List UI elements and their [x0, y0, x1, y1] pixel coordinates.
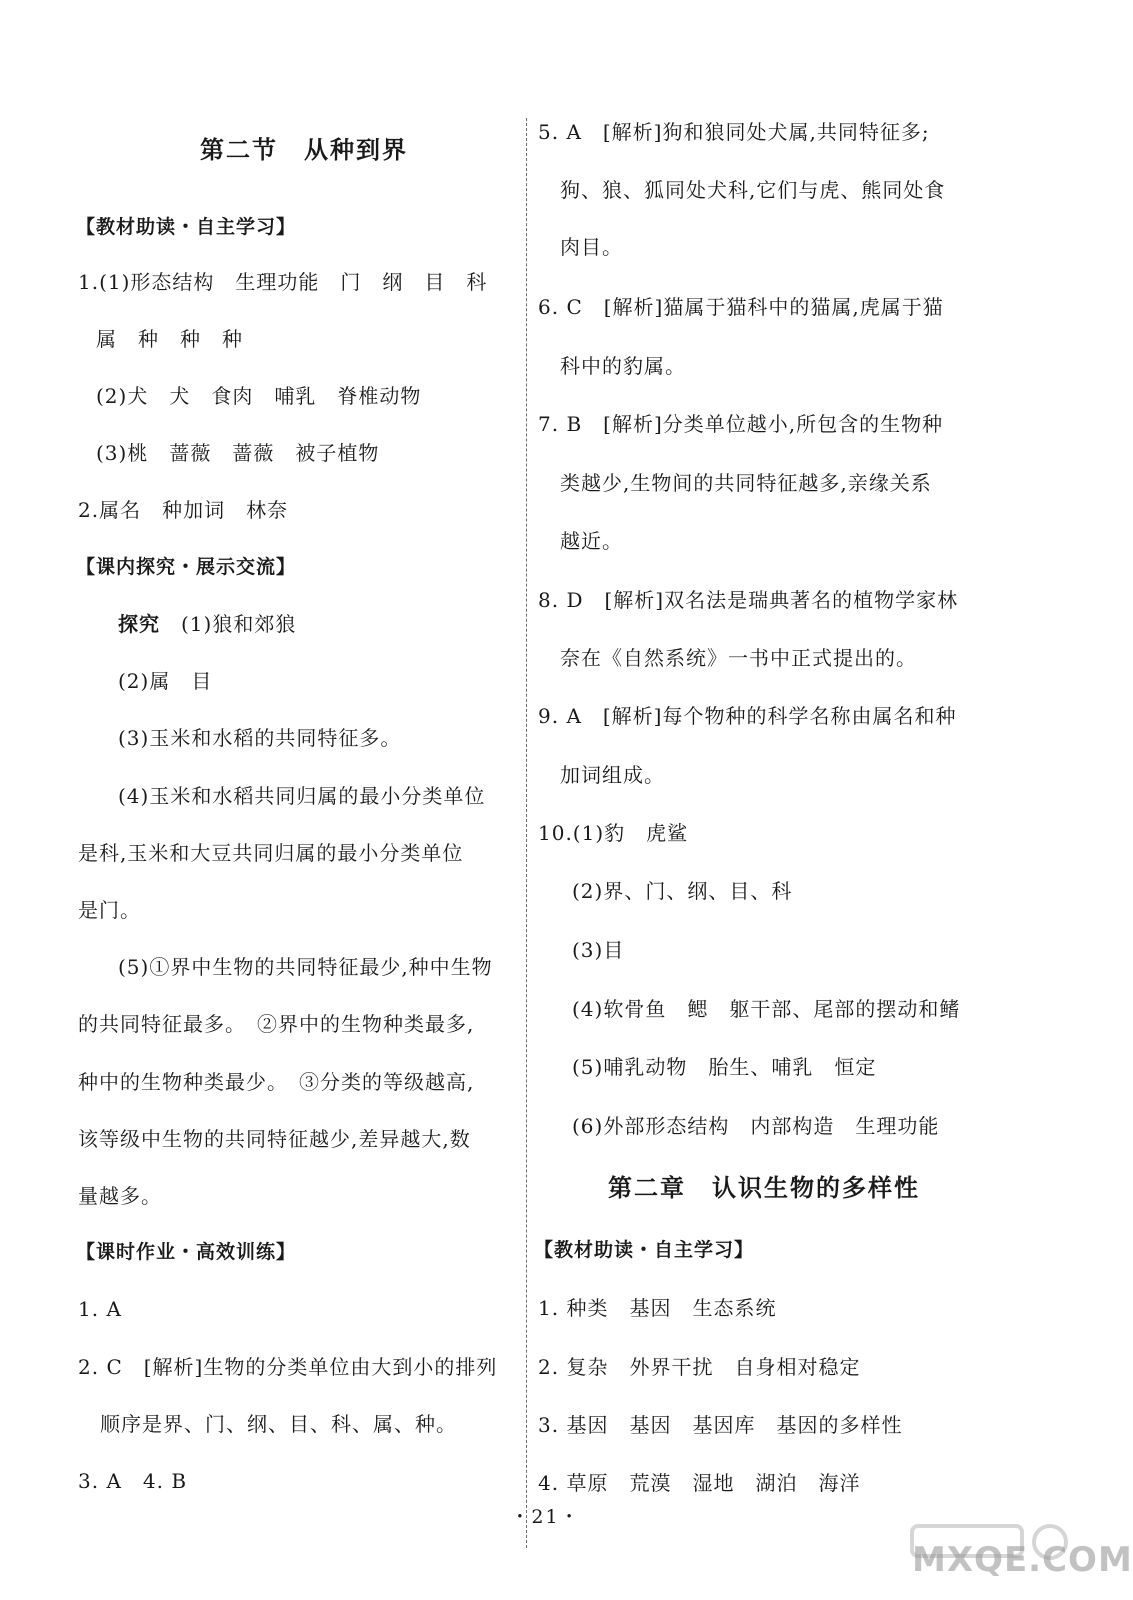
- answer-line: 7. B [解析]分类单位越小,所包含的生物种: [538, 412, 944, 436]
- answer-line: 类越少,生物间的共同特征越多,亲缘关系: [560, 471, 932, 495]
- explore-label: 探究: [118, 612, 160, 636]
- answer-line: 属 种 种 种: [96, 327, 243, 351]
- section-heading: 【教材助读・自主学习】: [534, 1239, 755, 1261]
- section-heading: 【课时作业・高效训练】: [76, 1241, 297, 1263]
- answer-line: (2)界、门、纲、目、科: [572, 879, 793, 903]
- answer-line: 1.(1)形态结构 生理功能 门 纲 目 科: [78, 270, 488, 294]
- answer-line: (2)属 目: [118, 669, 213, 693]
- answer-line: (4)软骨鱼 鳃 躯干部、尾部的摆动和鳍: [572, 997, 961, 1021]
- answer-line: 3. 基因 基因 基因库 基因的多样性: [538, 1413, 903, 1437]
- answer-line: 5. A [解析]狗和狼同处犬属,共同特征多;: [538, 120, 930, 144]
- answer-line: 9. A [解析]每个物种的科学名称由属名和种: [538, 704, 957, 728]
- answer-line: (6)外部形态结构 内部构造 生理功能: [572, 1114, 940, 1138]
- answer-line: 3. A 4. B: [78, 1469, 188, 1493]
- answer-line: (5)哺乳动物 胎生、哺乳 恒定: [572, 1055, 877, 1079]
- answer-line: 该等级中生物的共同特征越少,差异越大,数: [78, 1127, 471, 1151]
- answer-line: 是科,玉米和大豆共同归属的最小分类单位: [78, 841, 464, 865]
- answer-line: 2. 复杂 外界干扰 自身相对稳定: [538, 1355, 861, 1379]
- answer-line: 奈在《自然系统》一书中正式提出的。: [560, 646, 917, 670]
- answer-line: 加词组成。: [560, 763, 665, 787]
- answer-line: 2. C [解析]生物的分类单位由大到小的排列: [78, 1355, 498, 1379]
- explore-first: (1)狼和郊狼: [181, 612, 297, 636]
- answer-line: (3)玉米和水稻的共同特征多。: [118, 726, 402, 750]
- answer-line: 科中的豹属。: [560, 354, 686, 378]
- explore-line: [118, 612, 296, 636]
- column-divider: [526, 118, 527, 1548]
- section-heading: 【课内探究・展示交流】: [76, 556, 297, 578]
- answer-line: 8. D [解析]双名法是瑞典著名的植物学家林: [538, 588, 959, 612]
- answer-line: (3)桃 蔷薇 蔷薇 被子植物: [96, 441, 380, 465]
- answer-line: 2.属名 种加词 林奈: [78, 498, 289, 522]
- answer-line: 越近。: [560, 529, 623, 553]
- section-heading: 【教材助读・自主学习】: [76, 216, 297, 238]
- answer-line: 量越多。: [78, 1184, 162, 1208]
- answer-line: 的共同特征最多。 ②界中的生物种类最多,: [78, 1012, 475, 1036]
- section-title: 第二节 从种到界: [200, 135, 408, 164]
- answer-line: 6. C [解析]猫属于猫科中的猫属,虎属于猫: [538, 295, 944, 319]
- chapter-title: 第二章 认识生物的多样性: [608, 1173, 920, 1202]
- answer-line: 4. 草原 荒漠 湿地 湖泊 海洋: [538, 1471, 861, 1495]
- answer-line: 狗、狼、狐同处犬科,它们与虎、熊同处食: [560, 178, 946, 202]
- answer-line: 种中的生物种类最少。 ③分类的等级越高,: [78, 1070, 475, 1094]
- answer-line: (4)玉米和水稻共同归属的最小分类单位: [118, 784, 486, 808]
- answer-line: 1. 种类 基因 生态系统: [538, 1296, 777, 1320]
- answer-line: 肉目。: [560, 235, 623, 259]
- answer-line: 顺序是界、门、纲、目、科、属、种。: [100, 1412, 457, 1436]
- answer-line: 是门。: [78, 898, 141, 922]
- answer-line: (2)犬 犬 食肉 哺乳 脊椎动物: [96, 384, 422, 408]
- answer-line: (3)目: [572, 938, 625, 962]
- answer-line: (5)①界中生物的共同特征最少,种中生物: [118, 955, 493, 979]
- page-number: ・21・: [510, 1506, 581, 1528]
- answer-line: 10.(1)豹 虎鲨: [538, 821, 689, 845]
- watermark-text: MXQE.COM: [912, 1540, 1133, 1580]
- answer-line: 1. A: [78, 1297, 122, 1321]
